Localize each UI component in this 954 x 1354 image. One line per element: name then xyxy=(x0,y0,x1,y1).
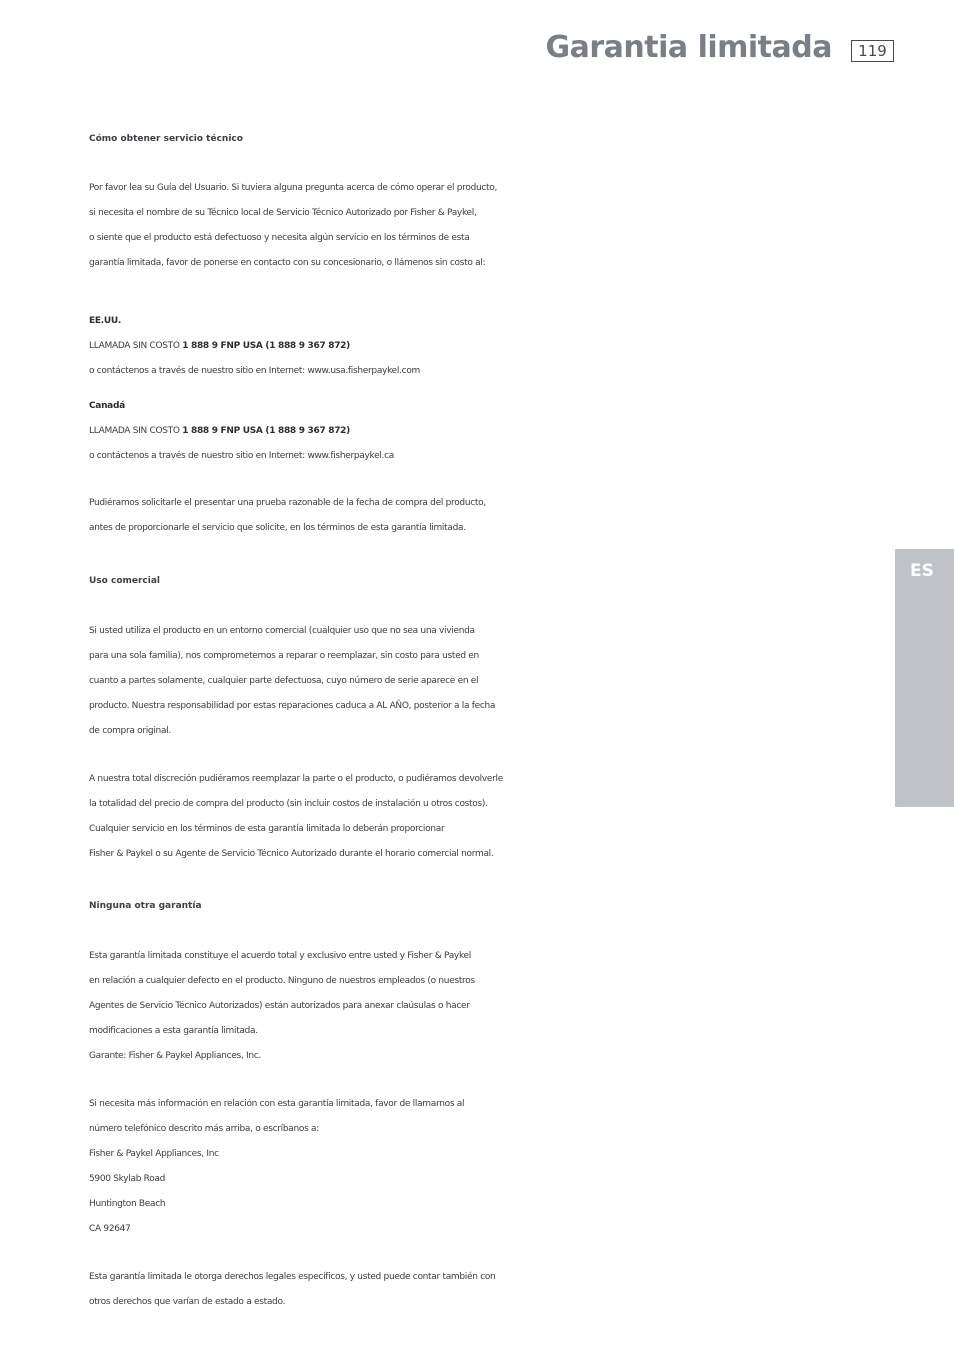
language-tab xyxy=(895,549,954,807)
text-line: Cualquier servicio en los términos de esta garantía limitada lo deberán proporcionar xyxy=(89,824,445,834)
text-line: antes de proporcionarle el servicio que solicite, en los términos de esta garantía limitada. xyxy=(89,523,466,533)
page-title: Garantia limitada xyxy=(545,30,832,65)
usa-phone-line xyxy=(89,334,899,359)
usa-toll-prefix: LLAMADA SIN COSTO xyxy=(89,341,183,351)
address-line: Huntington Beach xyxy=(89,1199,166,1209)
usa-phone: 1 888 9 FNP USA (1 888 9 367 872) xyxy=(182,341,350,351)
canada-phone-line xyxy=(89,419,899,444)
text-line: Esta garantía limitada le otorga derechos legales específicos, y usted puede contar también con xyxy=(89,1272,496,1282)
text-line: modificaciones a esta garantía limitada. xyxy=(89,1026,258,1036)
commercial-section-heading: Uso comercial xyxy=(89,576,160,586)
text-line: producto. Nuestra responsabilidad por estas reparaciones caduca a AL AÑO, posterior a la fecha xyxy=(89,701,496,711)
no-other-paragraph-1 xyxy=(89,944,899,1069)
text-line: A nuestra total discreción pudiéramos reemplazar la parte o el producto, o pudiéramos devolverle xyxy=(89,774,503,784)
page-number: 119 xyxy=(851,40,894,62)
no-other-section-heading-wrap xyxy=(89,894,899,919)
text-line: otros derechos que varían de estado a estado. xyxy=(89,1297,286,1307)
canada-web-line: o contáctenos a través de nuestro sitio en Internet: www.fisherpaykel.ca xyxy=(89,451,394,461)
text-line: o siente que el producto está defectuoso y necesita algún servicio en los términos de esta xyxy=(89,233,470,243)
language-tab-label: ES xyxy=(910,561,934,581)
text-line: cuanto a partes solamente, cualquier parte defectuosa, cuyo número de serie aparece en el xyxy=(89,676,479,686)
no-other-paragraph-3 xyxy=(89,1265,899,1315)
text-line: Si usted utiliza el producto en un entorno comercial (cualquier uso que no sea una vivienda xyxy=(89,626,475,636)
text-line: Pudiéramos solicitarle el presentar una prueba razonable de la fecha de compra del producto, xyxy=(89,498,486,508)
canada-toll-prefix: LLAMADA SIN COSTO xyxy=(89,426,183,436)
text-line: en relación a cualquier defecto en el producto. Ninguno de nuestros empleados (o nuestros xyxy=(89,976,475,986)
proof-paragraph xyxy=(89,491,899,541)
commercial-paragraph-1 xyxy=(89,619,899,744)
text-line: Por favor lea su Guía del Usuario. Si tuviera alguna pregunta acerca de cómo operar el producto, xyxy=(89,183,498,193)
text-line: Si necesita más información en relación con esta garantía limitada, favor de llamarnos al xyxy=(89,1099,465,1109)
usa-contact-block xyxy=(89,309,899,384)
text-line: si necesita el nombre de su Técnico local de Servicio Técnico Autorizado por Fisher & Paykel, xyxy=(89,208,477,218)
commercial-paragraph-2 xyxy=(89,767,899,867)
text-line: Agentes de Servicio Técnico Autorizados) están autorizados para anexar claúsulas o hacer xyxy=(89,1001,470,1011)
no-other-paragraph-2 xyxy=(89,1092,899,1242)
text-line: Fisher & Paykel o su Agente de Servicio Técnico Autorizado durante el horario comercial normal. xyxy=(89,849,494,859)
address-line: CA 92647 xyxy=(89,1224,131,1234)
commercial-section-heading-wrap xyxy=(89,569,899,594)
service-section-heading: Cómo obtener servicio técnico xyxy=(89,134,243,144)
service-section-heading-wrap xyxy=(89,127,899,152)
address-line: Fisher & Paykel Appliances, Inc xyxy=(89,1149,219,1159)
text-line: garantía limitada, favor de ponerse en contacto con su concesionario, o llámenos sin costo al: xyxy=(89,258,486,268)
text-line: la totalidad del precio de compra del producto (sin incluir costos de instalación u otros costos). xyxy=(89,799,488,809)
no-other-warranty-heading: Ninguna otra garantía xyxy=(89,901,202,911)
canada-contact-block xyxy=(89,394,899,469)
canada-label-line xyxy=(89,394,899,419)
text-line: para una sola familia), nos comprometemos a reparar o reemplazar, sin costo para usted en xyxy=(89,651,479,661)
address-line: 5900 Skylab Road xyxy=(89,1174,166,1184)
usa-web-line: o contáctenos a través de nuestro sitio en Internet: www.usa.fisherpaykel.com xyxy=(89,366,420,376)
canada-phone: 1 888 9 FNP USA (1 888 9 367 872) xyxy=(182,426,350,436)
usa-label-line xyxy=(89,309,899,334)
text-line: número telefónico descrito más arriba, o escríbanos a: xyxy=(89,1124,319,1134)
service-intro-paragraph xyxy=(89,176,899,276)
usa-label: EE.UU. xyxy=(89,316,121,326)
text-line: de compra original. xyxy=(89,726,171,736)
canada-label: Canadá xyxy=(89,401,125,411)
text-line: Esta garantía limitada constituye el acuerdo total y exclusivo entre usted y Fisher & Paykel xyxy=(89,951,471,961)
text-line: Garante: Fisher & Paykel Appliances, Inc. xyxy=(89,1051,261,1061)
